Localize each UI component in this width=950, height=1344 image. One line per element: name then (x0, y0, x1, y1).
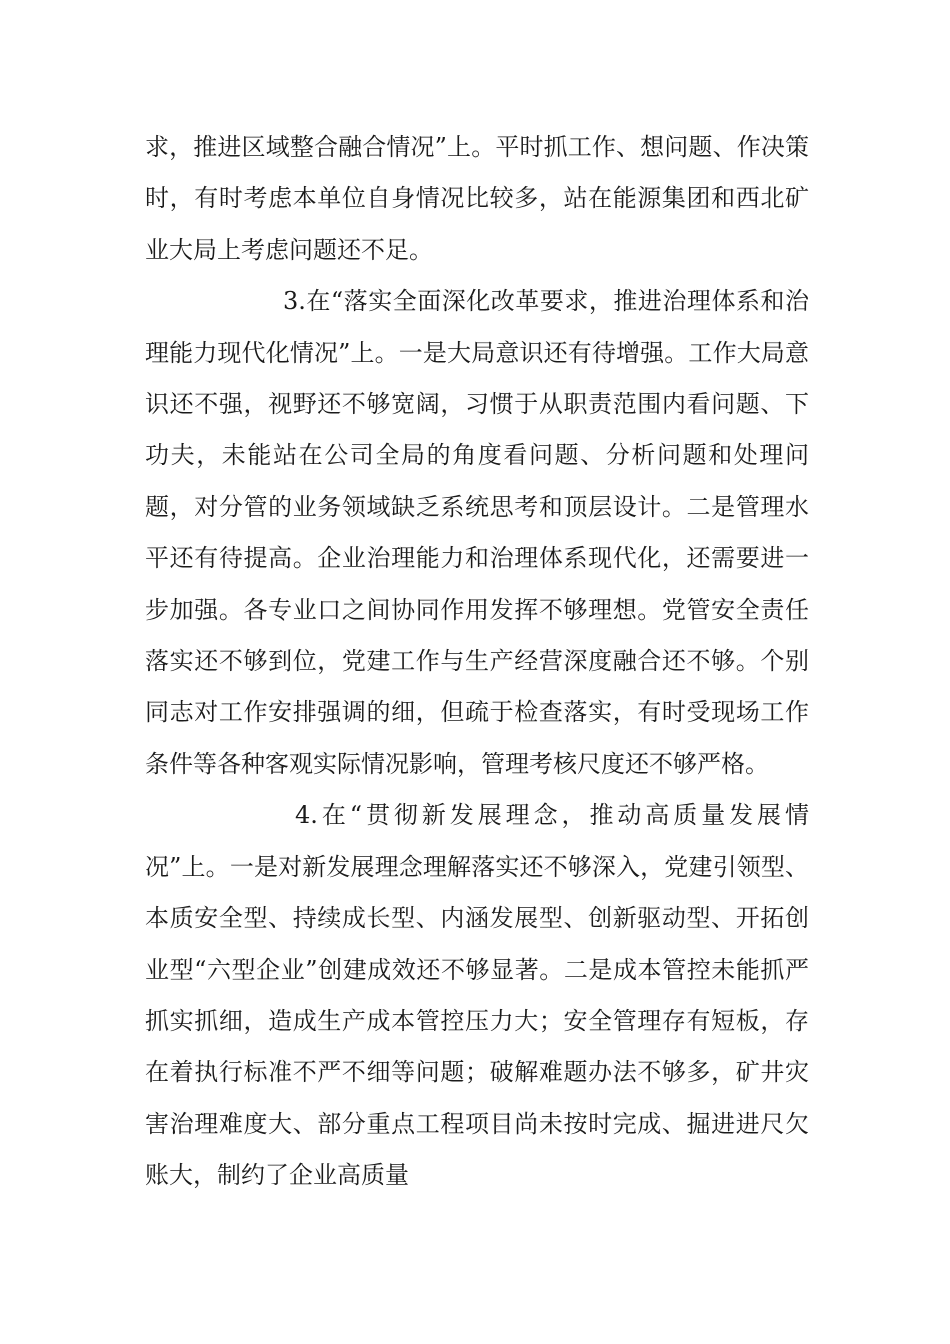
paragraph-item-3: 3.在“落实全面深化改革要求，推进治理体系和治理能力现代化情况”上。一是大局意识还有待增强。工作大局意识还不强，视野还不够宽阔，习惯于从职责范围内看问题、下功夫，未能站在公司全局的角度看问题、分析问题和处理问题，对分管的业务领域缺乏系统思考和顶层设计。二是管理水平还有待提高。企业治理能力和治理体系现代化，还需要进一步加强。各专业口之间协同作用发挥不够理想。党管安全责任落实还不够到位，党建工作与生产经营深度融合还不够。个别同志对工作安排强调的细，但疏于检查落实，有时受现场工作条件等各种客观实际情况影响，管理考核尺度还不够严格。 (145, 287, 809, 778)
document-body (145, 122, 809, 1202)
paragraph-item-4: 4.在“贯彻新发展理念，推动高质量发展情况”上。一是对新发展理念理解落实还不够深入，党建引领型、本质安全型、持续成长型、内涵发展型、创新驱动型、开拓创业型“六型企业”创建成效还不够显著。二是成本管控未能抓严抓实抓细，造成生产成本管控压力大；安全管理存有短板，存在着执行标准不严不细等问题；破解难题办法不够多，矿井灾害治理难度大、部分重点工程项目尚未按时完成、掘进进尺欠账大，制约了企业高质量 (145, 801, 809, 1190)
paragraph-continuation: 求，推进区域整合融合情况”上。平时抓工作、想问题、作决策时，有时考虑本单位自身情况比较多，站在能源集团和西北矿业大局上考虑问题还不足。 (145, 133, 809, 264)
